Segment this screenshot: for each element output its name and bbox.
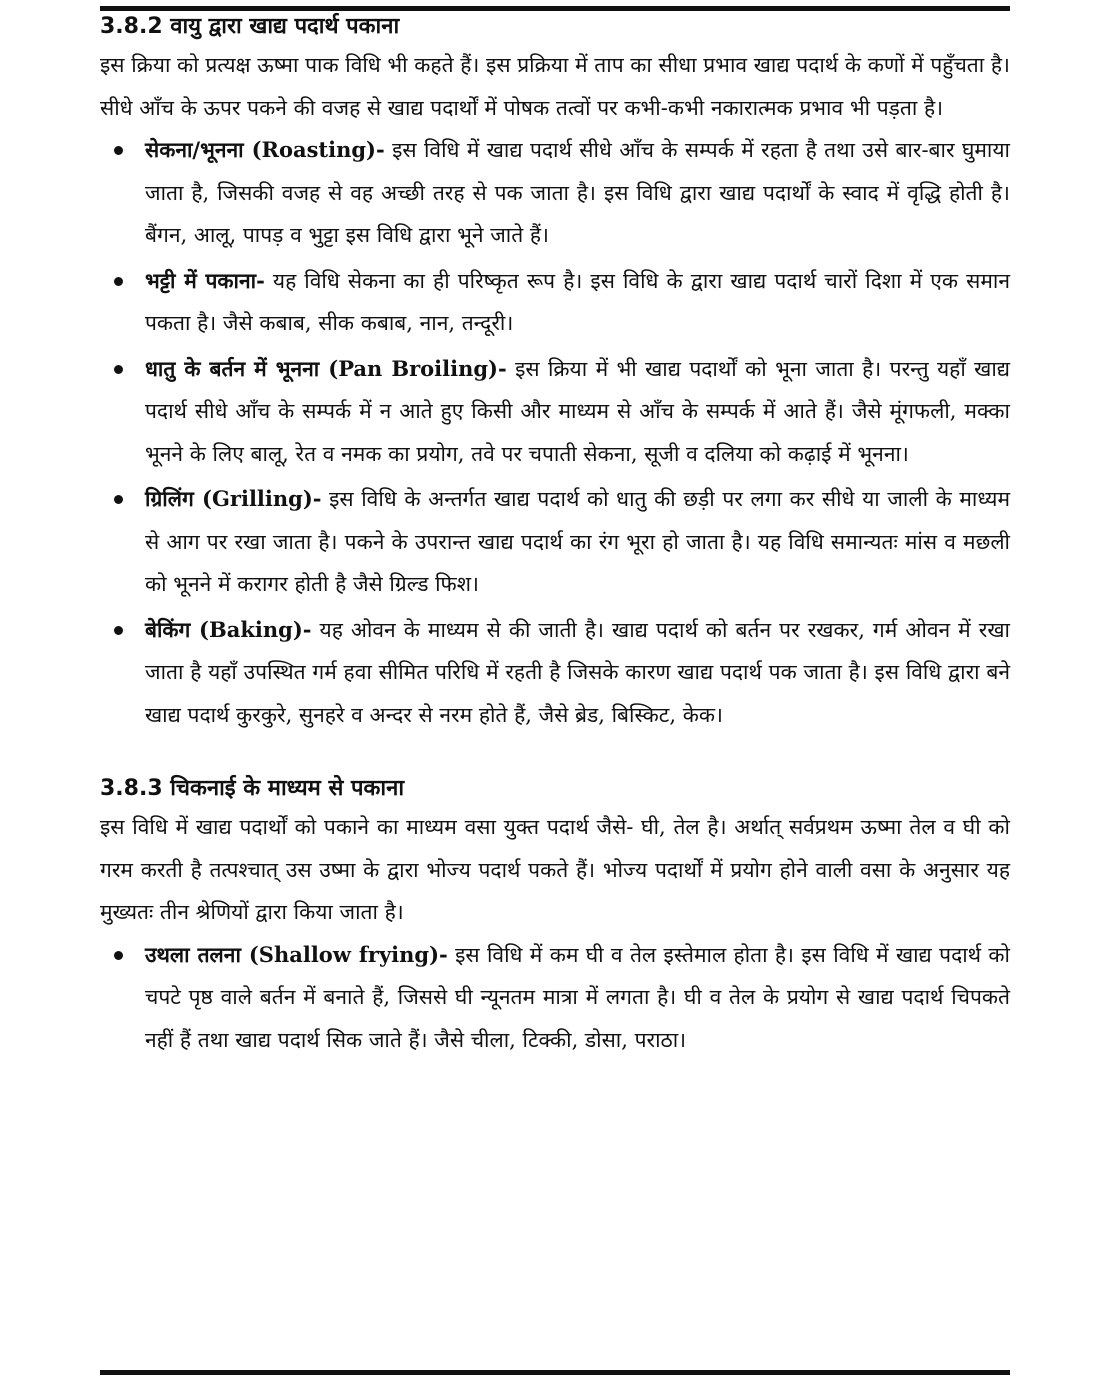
list-item-term: भट्टी में पकाना- [145, 267, 265, 293]
document-page [100, 8, 1010, 1064]
bullet-icon [114, 495, 123, 504]
bullet-list-3-8-2 [100, 129, 1010, 736]
list-item-term: उथला तलना (Shallow frying)- [145, 941, 448, 967]
list-item-text: इस क्रिया में भी खाद्य पदार्थों को भूना जाता है। परन्तु यहाँ खाद्य पदार्थ सीधे आँच के सम्पर्क में न आते हुए किसी और माध्यम से आँच के सम्पर्क में आते हैं। जैसे मूंगफली, मक्का भूनने के लिए बालू, रेत व नमक का प्रयोग, तवे पर चपाती सेकना, सूजी व दलिया को कढ़ाई में भूनना। [145, 356, 1010, 466]
section-heading-3-8-3: 3.8.3 चिकनाई के माध्यम से पकाना [100, 776, 405, 801]
list-item-text: इस विधि में खाद्य पदार्थ सीधे आँच के सम्पर्क में रहता है तथा उसे बार-बार घुमाया जाता है, जिसकी वजह से वह अच्छी तरह से पक जाता है। इस विधि द्वारा खाद्य पदार्थों के स्वाद में वृद्धि होती है। बैंगन, आलू, पापड़ व भुट्टा इस विधि द्वारा भूने जाते हैं। [145, 138, 1011, 247]
bullet-icon [114, 146, 123, 155]
list-item-term: ग्रिलिंग (Grilling)- [145, 486, 322, 511]
list-item-text: यह विधि सेकना का ही परिष्कृत रूप है। इस विधि के द्वारा खाद्य पदार्थ चारों दिशा में एक समान पकता है। जैसे कबाब, सीक कबाब, नान, तन्दूरी। [145, 268, 1010, 335]
bullet-icon [114, 951, 123, 960]
list-item-shallow-frying [100, 934, 1010, 1062]
list-item-term: सेकना/भूनना (Roasting)- [145, 137, 385, 162]
list-item-baking [100, 609, 1010, 737]
bottom-rule [100, 1370, 1010, 1375]
list-item-term: बेकिंग (Baking)- [145, 616, 312, 642]
section-intro-3-8-2: इस क्रिया को प्रत्यक्ष ऊष्मा पाक विधि भी कहते हैं। इस प्रक्रिया में ताप का सीधा प्रभाव खाद्य पदार्थ के कणों में पहुँचता है। सीधे आँच के ऊपर पकने की वजह से खाद्य पदार्थों में पोषक तत्वों पर कभी-कभी नकारात्मक प्रभाव भी पड़ता है। [100, 53, 1010, 120]
section-intro-3-8-3: इस विधि में खाद्य पदार्थों को पकाने का माध्यम वसा युक्त पदार्थ जैसे- घी, तेल है। अर्थात् सर्वप्रथम ऊष्मा तेल व घी को गरम करती है तत्पश्चात् उस उष्मा के द्वारा भोज्य पदार्थ पकते हैं। भोज्य पदार्थों में प्रयोग होने वाली वसा के अनुसार यह मुख्यतः तीन श्रेणियों द्वारा किया जाता है। [100, 815, 1010, 924]
list-item-pan-broiling [100, 348, 1010, 476]
section-heading-3-8-2: 3.8.2 वायु द्वारा खाद्य पदार्थ पकाना [100, 14, 400, 39]
bullet-list-3-8-3 [100, 934, 1010, 1062]
list-item-grilling [100, 478, 1010, 606]
bullet-icon [114, 365, 123, 374]
list-item-text: इस विधि में कम घी व तेल इस्तेमाल होता है। इस विधि में खाद्य पदार्थ को चपटे पृष्ठ वाले बर्तन में बनाते हैं, जिससे घी न्यूनतम मात्रा में लगता है। घी व तेल के प्रयोग से खाद्य पदार्थ चिपकते नहीं हैं तथा खाद्य पदार्थ सिक जाते हैं। जैसे चीला, टिक्की, डोसा, पराठा। [145, 942, 1010, 1052]
bullet-icon [114, 626, 123, 635]
list-item-term: धातु के बर्तन में भूनना (Pan Broiling)- [145, 355, 507, 381]
list-item-text: इस विधि के अन्तर्गत खाद्य पदार्थ को धातु की छड़ी पर लगा कर सीधे या जाली के माध्यम से आग पर रखा जाता है। पकने के उपरान्त खाद्य पदार्थ का रंग भूरा हो जाता है। यह विधि समान्यतः मांस व मछली को भूनने में करागर होती है जैसे ग्रिल्ड फिश। [145, 487, 1011, 596]
list-item-text: यह ओवन के माध्यम से की जाती है। खाद्य पदार्थ को बर्तन पर रखकर, गर्म ओवन में रखा जाता है यहाँ उपस्थित गर्म हवा सीमित परिधि में रहती है जिसके कारण खाद्य पदार्थ पक जाता है। इस विधि द्वारा बने खाद्य पदार्थ कुरकुरे, सुनहरे व अन्दर से नरम होते हैं, जैसे ब्रेड, बिस्किट, केक। [145, 617, 1010, 727]
list-item-roasting [100, 129, 1010, 257]
bullet-icon [114, 277, 123, 286]
list-item-bhatti [100, 260, 1010, 345]
